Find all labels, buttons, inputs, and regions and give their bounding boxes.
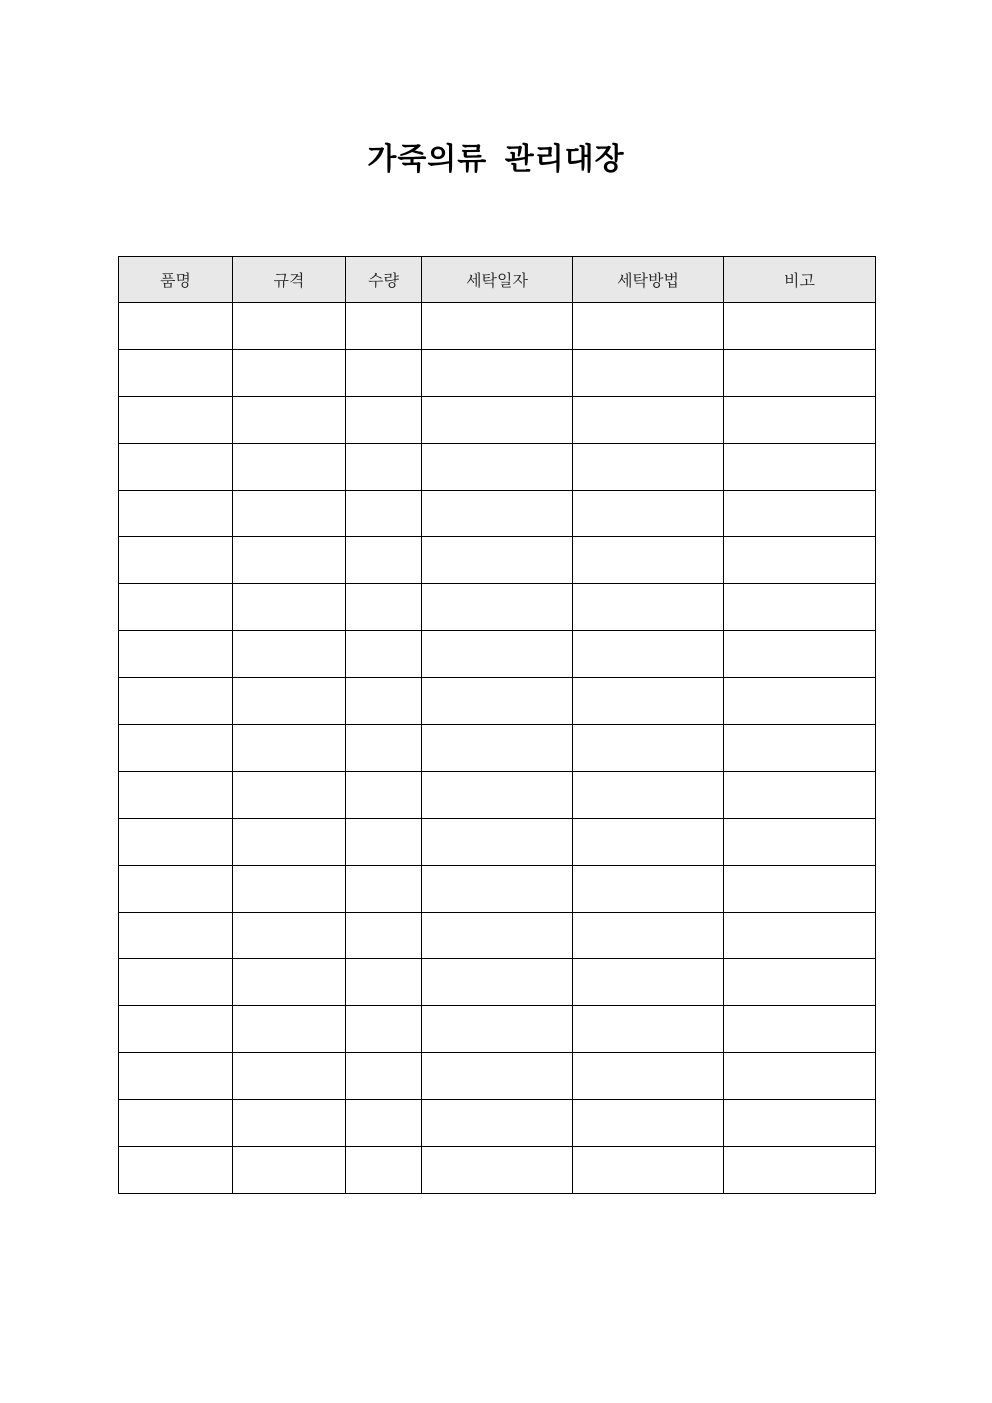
cell-spec[interactable] xyxy=(233,349,346,396)
cell-quantity[interactable] xyxy=(346,1053,422,1100)
cell-quantity[interactable] xyxy=(346,396,422,443)
cell-wash-date[interactable] xyxy=(422,490,573,537)
cell-item-name[interactable] xyxy=(119,443,233,490)
header-row xyxy=(119,257,876,303)
header-wash-method: 세탁방법 xyxy=(573,257,724,303)
table-row xyxy=(119,818,876,865)
cell-remarks[interactable] xyxy=(724,725,876,772)
cell-wash-date[interactable] xyxy=(422,1147,573,1194)
cell-spec[interactable] xyxy=(233,490,346,537)
cell-quantity[interactable] xyxy=(346,349,422,396)
table-body xyxy=(119,303,876,1194)
cell-quantity[interactable] xyxy=(346,1100,422,1147)
cell-spec[interactable] xyxy=(233,1006,346,1053)
cell-wash-method[interactable] xyxy=(573,1100,724,1147)
cell-remarks[interactable] xyxy=(724,818,876,865)
cell-quantity[interactable] xyxy=(346,490,422,537)
cell-wash-date[interactable] xyxy=(422,818,573,865)
header-remarks: 비고 xyxy=(724,257,876,303)
table-row xyxy=(119,443,876,490)
cell-remarks[interactable] xyxy=(724,443,876,490)
cell-wash-date[interactable] xyxy=(422,537,573,584)
cell-wash-date[interactable] xyxy=(422,443,573,490)
cell-remarks[interactable] xyxy=(724,1147,876,1194)
cell-wash-method[interactable] xyxy=(573,678,724,725)
cell-wash-date[interactable] xyxy=(422,678,573,725)
cell-item-name[interactable] xyxy=(119,1147,233,1194)
cell-quantity[interactable] xyxy=(346,912,422,959)
cell-item-name[interactable] xyxy=(119,537,233,584)
leather-clothing-register-table xyxy=(118,256,876,1194)
cell-remarks[interactable] xyxy=(724,1100,876,1147)
cell-wash-method[interactable] xyxy=(573,584,724,631)
cell-remarks[interactable] xyxy=(724,1006,876,1053)
cell-wash-method[interactable] xyxy=(573,1147,724,1194)
cell-wash-method[interactable] xyxy=(573,1006,724,1053)
cell-spec[interactable] xyxy=(233,1147,346,1194)
header-quantity: 수량 xyxy=(346,257,422,303)
cell-remarks[interactable] xyxy=(724,865,876,912)
cell-quantity[interactable] xyxy=(346,678,422,725)
cell-remarks[interactable] xyxy=(724,631,876,678)
cell-quantity[interactable] xyxy=(346,443,422,490)
cell-spec[interactable] xyxy=(233,865,346,912)
cell-quantity[interactable] xyxy=(346,818,422,865)
cell-wash-method[interactable] xyxy=(573,303,724,350)
cell-wash-date[interactable] xyxy=(422,865,573,912)
cell-spec[interactable] xyxy=(233,303,346,350)
cell-wash-method[interactable] xyxy=(573,631,724,678)
cell-quantity[interactable] xyxy=(346,725,422,772)
cell-quantity[interactable] xyxy=(346,865,422,912)
document-title: 가죽의류 관리대장 xyxy=(367,142,625,177)
cell-remarks[interactable] xyxy=(724,912,876,959)
cell-wash-date[interactable] xyxy=(422,959,573,1006)
table-row xyxy=(119,1006,876,1053)
cell-wash-method[interactable] xyxy=(573,490,724,537)
cell-wash-method[interactable] xyxy=(573,912,724,959)
cell-spec[interactable] xyxy=(233,396,346,443)
cell-spec[interactable] xyxy=(233,771,346,818)
cell-item-name[interactable] xyxy=(119,1053,233,1100)
cell-wash-method[interactable] xyxy=(573,959,724,1006)
cell-wash-date[interactable] xyxy=(422,584,573,631)
cell-item-name[interactable] xyxy=(119,490,233,537)
cell-wash-method[interactable] xyxy=(573,725,724,772)
cell-spec[interactable] xyxy=(233,443,346,490)
cell-remarks[interactable] xyxy=(724,1053,876,1100)
cell-wash-date[interactable] xyxy=(422,303,573,350)
cell-wash-method[interactable] xyxy=(573,1053,724,1100)
cell-quantity[interactable] xyxy=(346,303,422,350)
header-wash-date: 세탁일자 xyxy=(422,257,573,303)
cell-quantity[interactable] xyxy=(346,1147,422,1194)
cell-wash-date[interactable] xyxy=(422,1100,573,1147)
cell-quantity[interactable] xyxy=(346,771,422,818)
table-row xyxy=(119,725,876,772)
cell-item-name[interactable] xyxy=(119,631,233,678)
cell-item-name[interactable] xyxy=(119,912,233,959)
table-row xyxy=(119,959,876,1006)
cell-spec[interactable] xyxy=(233,537,346,584)
cell-item-name[interactable] xyxy=(119,771,233,818)
cell-wash-date[interactable] xyxy=(422,349,573,396)
cell-item-name[interactable] xyxy=(119,303,233,350)
table-row xyxy=(119,631,876,678)
cell-item-name[interactable] xyxy=(119,725,233,772)
cell-spec[interactable] xyxy=(233,959,346,1006)
table-row xyxy=(119,865,876,912)
cell-wash-date[interactable] xyxy=(422,725,573,772)
cell-quantity[interactable] xyxy=(346,584,422,631)
table-row xyxy=(119,537,876,584)
table-row xyxy=(119,1100,876,1147)
table-row xyxy=(119,771,876,818)
cell-wash-date[interactable] xyxy=(422,1006,573,1053)
cell-quantity[interactable] xyxy=(346,959,422,1006)
cell-item-name[interactable] xyxy=(119,349,233,396)
cell-remarks[interactable] xyxy=(724,349,876,396)
cell-wash-method[interactable] xyxy=(573,349,724,396)
cell-wash-date[interactable] xyxy=(422,771,573,818)
cell-wash-method[interactable] xyxy=(573,396,724,443)
cell-spec[interactable] xyxy=(233,725,346,772)
cell-remarks[interactable] xyxy=(724,678,876,725)
cell-wash-date[interactable] xyxy=(422,1053,573,1100)
cell-remarks[interactable] xyxy=(724,396,876,443)
cell-wash-method[interactable] xyxy=(573,865,724,912)
table-row xyxy=(119,490,876,537)
cell-wash-method[interactable] xyxy=(573,818,724,865)
cell-spec[interactable] xyxy=(233,912,346,959)
cell-remarks[interactable] xyxy=(724,584,876,631)
cell-remarks[interactable] xyxy=(724,771,876,818)
cell-quantity[interactable] xyxy=(346,537,422,584)
cell-wash-method[interactable] xyxy=(573,771,724,818)
header-item-name: 품명 xyxy=(119,257,233,303)
cell-wash-method[interactable] xyxy=(573,443,724,490)
cell-wash-date[interactable] xyxy=(422,631,573,678)
table-row xyxy=(119,1147,876,1194)
cell-spec[interactable] xyxy=(233,818,346,865)
table-row xyxy=(119,1053,876,1100)
table-row xyxy=(119,303,876,350)
cell-wash-date[interactable] xyxy=(422,396,573,443)
cell-remarks[interactable] xyxy=(724,959,876,1006)
cell-remarks[interactable] xyxy=(724,303,876,350)
table-row xyxy=(119,912,876,959)
cell-spec[interactable] xyxy=(233,1100,346,1147)
cell-item-name[interactable] xyxy=(119,818,233,865)
cell-quantity[interactable] xyxy=(346,631,422,678)
cell-item-name[interactable] xyxy=(119,1006,233,1053)
table-row xyxy=(119,396,876,443)
cell-item-name[interactable] xyxy=(119,1100,233,1147)
header-spec: 규격 xyxy=(233,257,346,303)
table-row xyxy=(119,584,876,631)
cell-item-name[interactable] xyxy=(119,865,233,912)
cell-spec[interactable] xyxy=(233,631,346,678)
cell-item-name[interactable] xyxy=(119,396,233,443)
cell-spec[interactable] xyxy=(233,584,346,631)
cell-wash-date[interactable] xyxy=(422,912,573,959)
cell-item-name[interactable] xyxy=(119,959,233,1006)
table-row xyxy=(119,349,876,396)
cell-spec[interactable] xyxy=(233,1053,346,1100)
table-row xyxy=(119,678,876,725)
cell-remarks[interactable] xyxy=(724,537,876,584)
cell-quantity[interactable] xyxy=(346,1006,422,1053)
cell-item-name[interactable] xyxy=(119,678,233,725)
cell-remarks[interactable] xyxy=(724,490,876,537)
cell-spec[interactable] xyxy=(233,678,346,725)
cell-wash-method[interactable] xyxy=(573,537,724,584)
cell-item-name[interactable] xyxy=(119,584,233,631)
